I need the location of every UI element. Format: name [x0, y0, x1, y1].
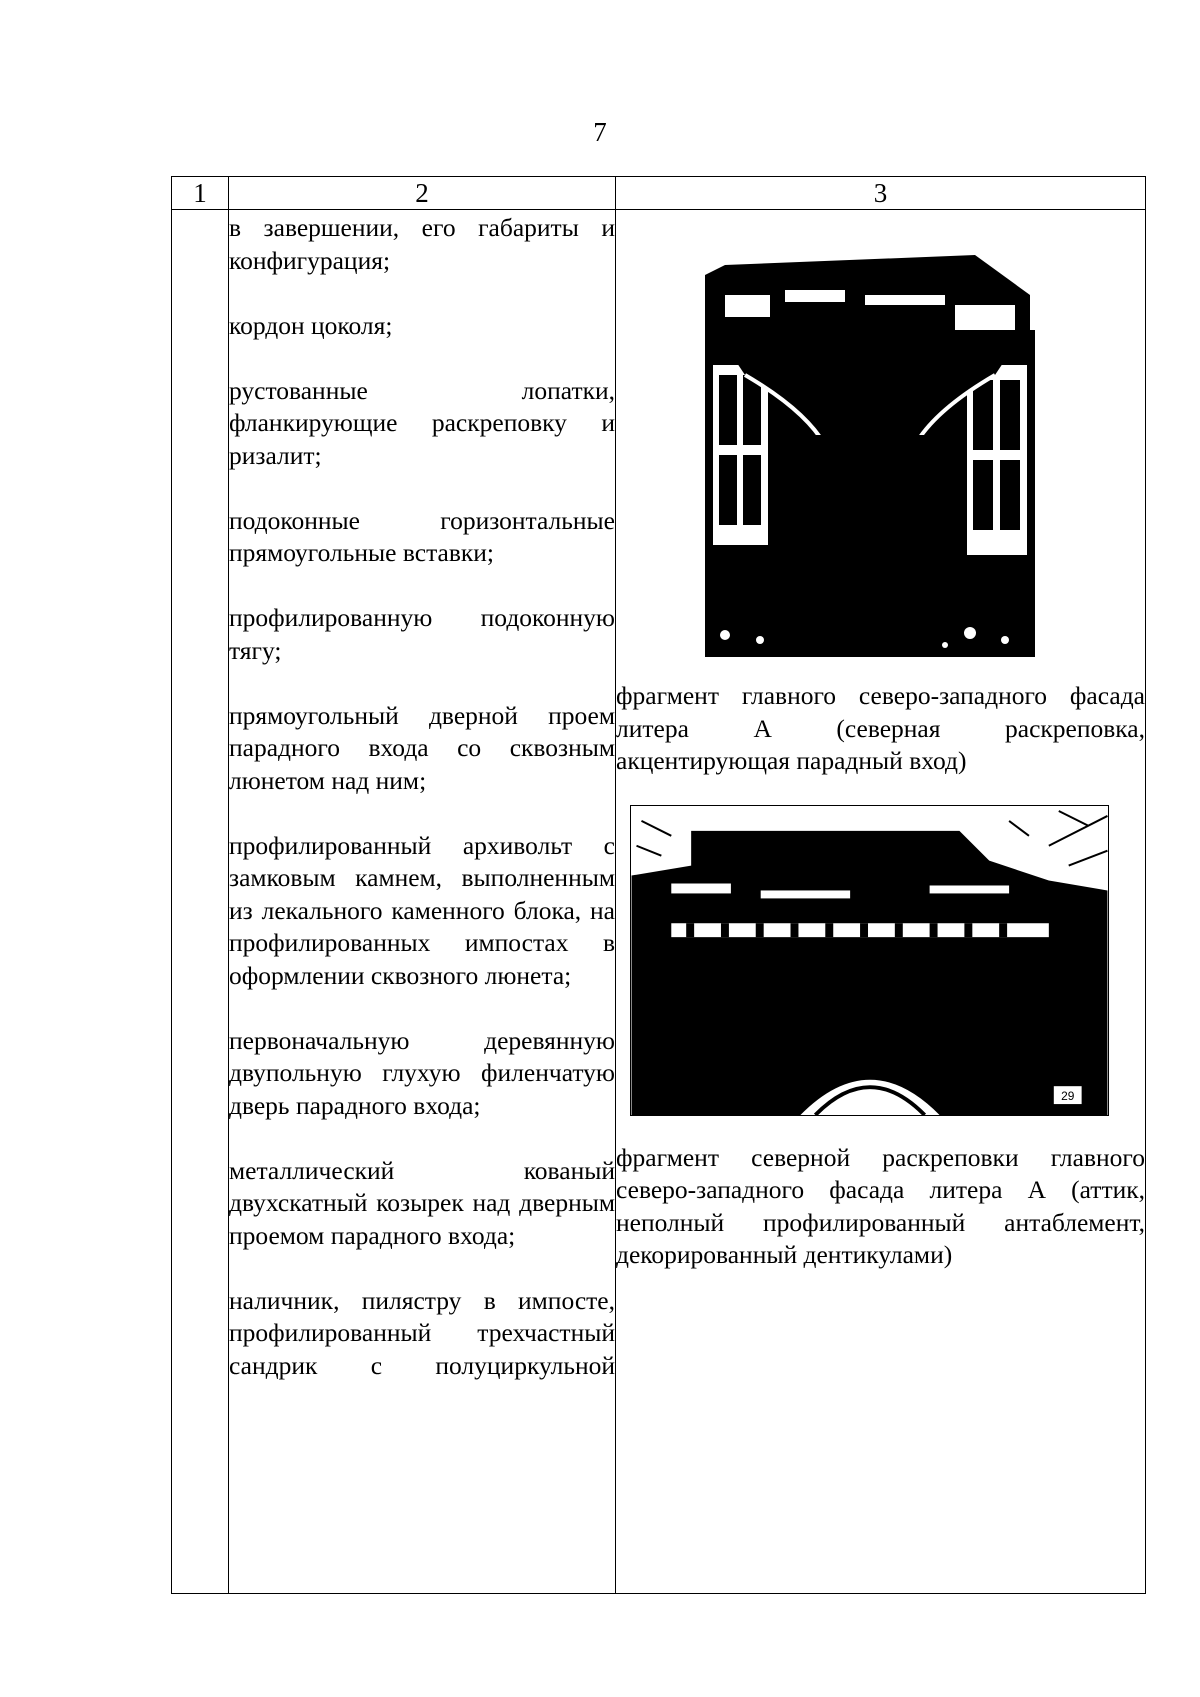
entrance-facade-photo	[705, 235, 1035, 657]
photo1-caption: фрагмент главного северо-западного фасада литера А (северная раскреповка, акцентирующая парадный вход)	[616, 681, 1145, 775]
photo2-caption: фрагмент северной раскреповки главного северо-западного фасада литера А (аттик, неполный профилированный антаблемент, декорированный дентикулами)	[616, 1142, 1145, 1269]
col1-cell	[172, 210, 229, 1594]
photos-cell	[616, 210, 1146, 1594]
feature-item: профилированную подоконную тягу;	[229, 603, 615, 665]
building-number-plate: 29	[1061, 1088, 1075, 1103]
header-col-3: 3	[616, 177, 1146, 210]
feature-item: подоконные горизонтальные прямоугольные вставки;	[229, 505, 615, 567]
header-col-2: 2	[229, 177, 616, 210]
table-header-row	[172, 177, 1146, 210]
page-number: 7	[593, 117, 607, 147]
feature-item: прямоугольный дверной проем парадного входа со сквозным люнетом над ним;	[229, 700, 615, 795]
feature-item: первоначальную деревянную двупольную глухую филенчатую дверь парадного входа;	[229, 1025, 615, 1120]
feature-item: кордон цоколя;	[229, 310, 393, 340]
feature-item: металлический кованый двухскатный козырек над дверным проемом парадного входа;	[229, 1155, 615, 1250]
attic-entablature-photo	[630, 805, 1109, 1116]
features-cell	[229, 210, 616, 1594]
monument-features-table	[171, 176, 1146, 1594]
feature-item: профилированный архивольт с замковым камнем, выполненным из лекального каменного блока, на профилированных импостах в оформлении сквозного люнета;	[229, 830, 615, 990]
table-row	[172, 210, 1146, 1594]
feature-item: в завершении, его габариты и конфигурация;	[229, 213, 615, 275]
header-col-1: 1	[172, 177, 229, 210]
feature-item: рустованные лопатки, фланкирующие раскреповку и ризалит;	[229, 375, 615, 470]
feature-item: наличник, пилястру в импосте, профилированный трехчастный сандрик с полуциркульной	[229, 1285, 615, 1380]
